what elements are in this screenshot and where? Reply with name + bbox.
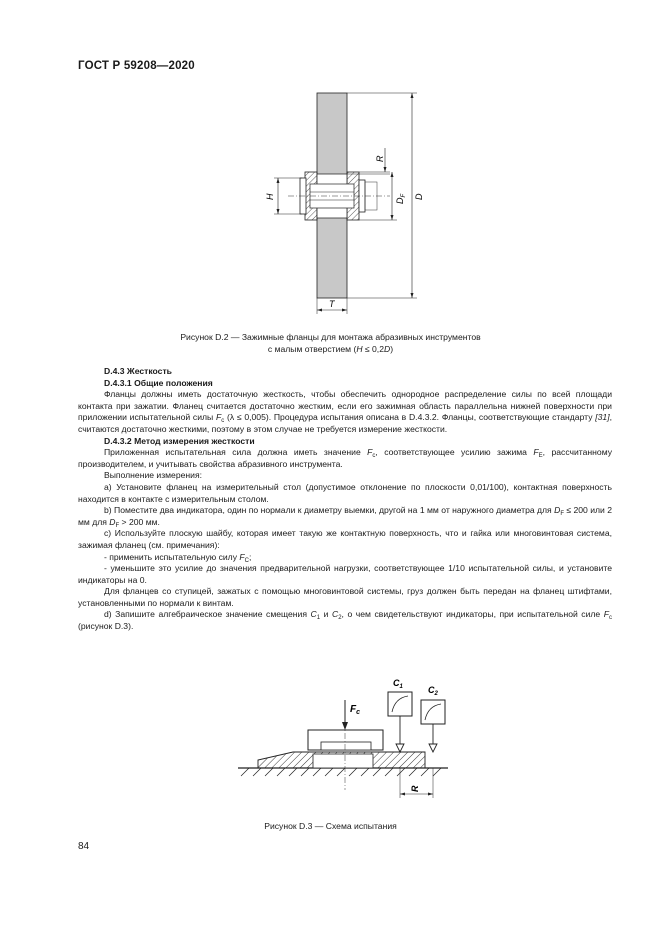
label-t: T bbox=[329, 299, 335, 309]
step-a: a) Установите фланец на измерительный стол (допустимое отклонение по плоскости 0,01/100), контактная поверхность находится в контакте с измерительным столом. bbox=[78, 481, 612, 504]
label-r: R bbox=[410, 785, 420, 792]
page-number: 84 bbox=[78, 841, 90, 852]
figure-d2-caption bbox=[0, 331, 661, 355]
figure-d2-caption-line1: Рисунок D.2 — Зажимные фланцы для монтажа абразивных инструментов bbox=[180, 332, 481, 342]
label-h: H bbox=[265, 193, 275, 200]
step-c: c) Используйте плоскую шайбу, которая имеет такую же контактную поверхность, что и гайка или многовинтовая система, зажимая фланец (см. примечания): bbox=[78, 528, 612, 550]
step-c-bullet-2: - уменьшите это усилие до значения предварительной нагрузки, соответствующее 1/10 испытательной силы, и установите индикаторы на 0. bbox=[78, 563, 612, 585]
label-c1: $C_1$ bbox=[393, 678, 403, 690]
figure-d2-caption-line2: с малым отверстием (H ≤ 0,2D) bbox=[267, 344, 394, 354]
page-header: ГОСТ Р 59208—2020 bbox=[78, 60, 195, 72]
heading-d-4-3-1: D.4.3.1 Общие положения bbox=[104, 377, 213, 388]
section-body bbox=[78, 366, 612, 633]
paragraph-general: Фланцы должны иметь достаточную жесткость, чтобы обеспечить однородное распределение силы по всей площади контакта при зажатии. Фланец считается достаточно жестким, если его зажимная область параллельна нижней поверхности при приложении испытательной силы $F_c$ (λ ≤ 0,005). Процедура испытания описана в D.4.3.2. Фланцы, соответствующие стандарту [31], считаются достаточно жесткими, поэтому в этом случае не требуется измерение жесткости. bbox=[78, 389, 612, 434]
step-c-bullet-1: - применить испытательную силу $F_C$; bbox=[104, 551, 252, 564]
indicator-c1 bbox=[388, 692, 412, 716]
paragraph-hub-flanges: Для фланцев со ступицей, зажатых с помощью многовинтовой системы, груз должен быть передан на фланец штифтами, установленными по нормали к винтам. bbox=[78, 586, 612, 608]
label-force: $F_c$ bbox=[350, 704, 361, 716]
indicator-c2 bbox=[421, 700, 445, 724]
heading-d-4-3-2: D.4.3.2 Метод измерения жесткости bbox=[104, 435, 255, 446]
step-d: d) Запишите алгебраическое значение смещения $C_1$ и $C_2$, о чем свидетельствуют индикаторы, при испытательной силе $F_c$ (рисунок D.3). bbox=[78, 609, 612, 632]
figure-d3-caption: Рисунок D.3 — Схема испытания bbox=[264, 821, 397, 831]
step-b: b) Поместите два индикатора, один по нормали к диаметру выемки, другой на 1 мм от наружного диаметра для $D_F \le 200$ или 2 мм для $D_F > 200$ мм. bbox=[78, 505, 612, 529]
label-r: R bbox=[375, 155, 385, 162]
label-df: $D_F$ bbox=[395, 193, 407, 204]
heading-d-4-3: D.4.3 Жесткость bbox=[104, 366, 172, 376]
figure-d3 bbox=[233, 672, 453, 807]
label-c2: $C_2$ bbox=[428, 685, 438, 697]
label-d: D bbox=[414, 193, 424, 200]
paragraph-procedure: Выполнение измерения: bbox=[104, 470, 202, 481]
figure-d2 bbox=[240, 88, 440, 318]
paragraph-test-force: Приложенная испытательная сила должна иметь значение $F_c$, соответствующее усилию зажима $F_E$, рассчитанному производителем, и учитывать свойства абразивного инструмента. bbox=[78, 447, 612, 469]
